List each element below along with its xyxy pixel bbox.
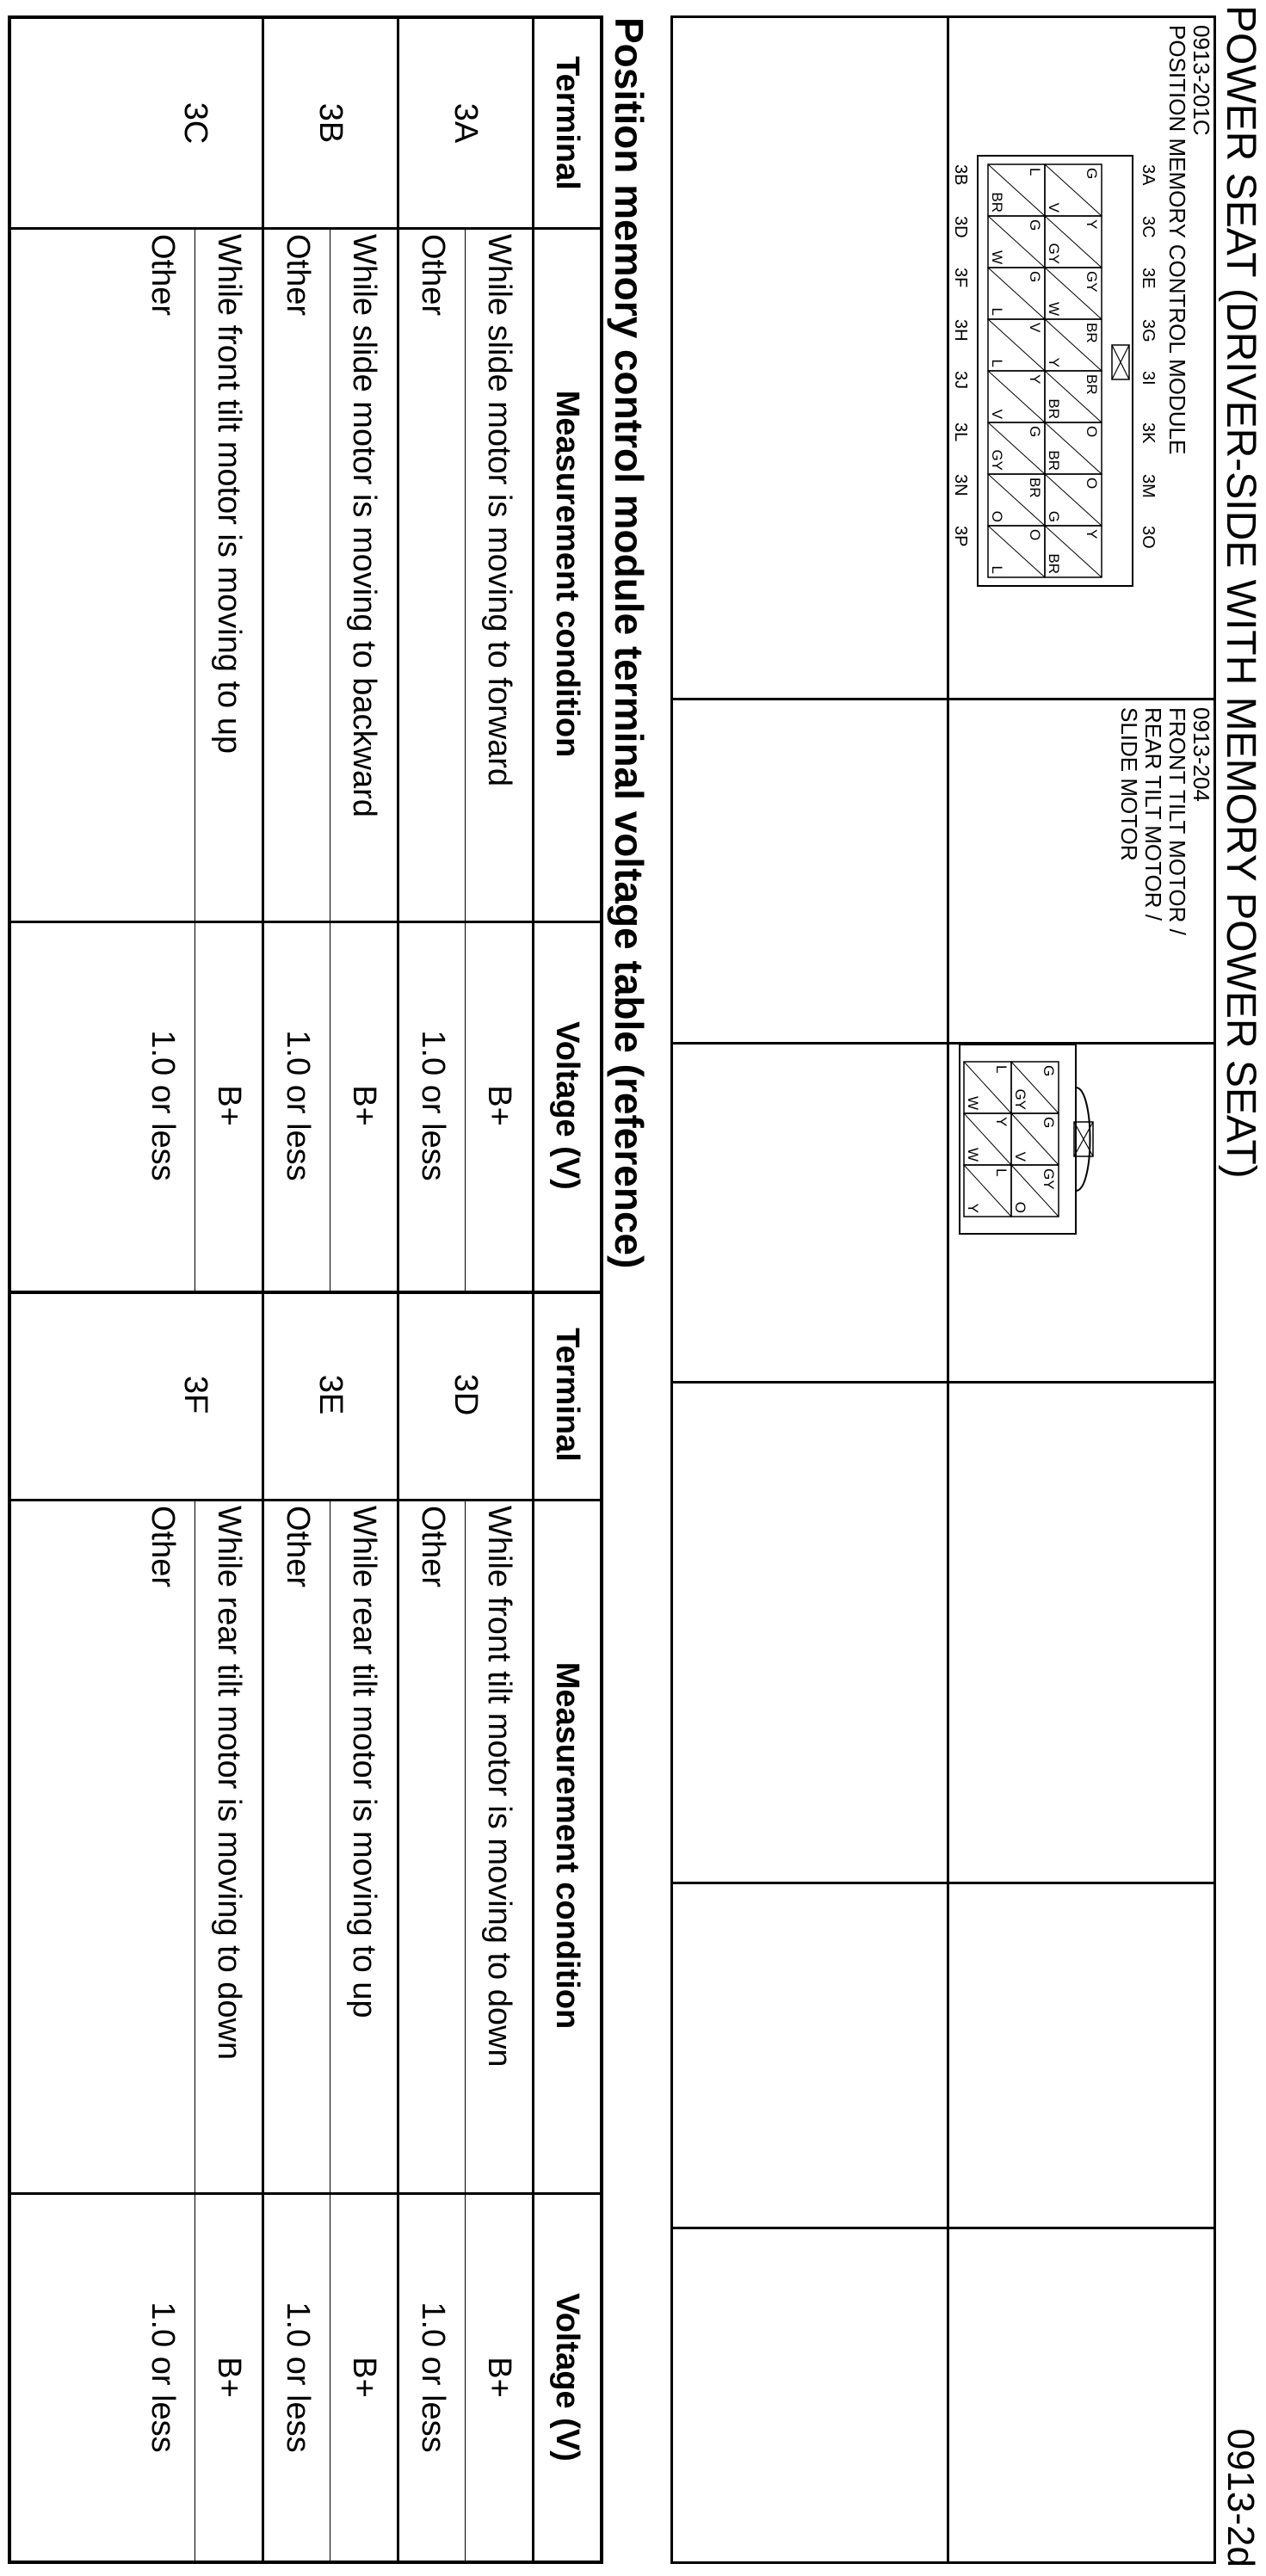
wire-color-label: G bbox=[1046, 510, 1062, 522]
page-id: 0913-2d bbox=[1220, 2428, 1262, 2567]
connector-code: 0913-201C bbox=[1189, 25, 1214, 136]
wire-color-label: G bbox=[1084, 168, 1100, 180]
voltage-table bbox=[8, 15, 603, 2564]
wire-color-label: Y bbox=[1084, 529, 1100, 539]
connector-diagram-201c bbox=[951, 147, 1162, 595]
pin-number: 3E bbox=[1139, 268, 1158, 289]
wire-color-label: W bbox=[989, 250, 1005, 264]
wire-color-label: W bbox=[1046, 301, 1062, 316]
wire-color-label: G bbox=[1041, 1117, 1057, 1129]
connector-name-line: REAR TILT MOTOR / bbox=[1140, 707, 1166, 921]
voltage-cell: B+ bbox=[211, 1085, 247, 1126]
condition-cell: While front tilt motor is moving to up bbox=[211, 234, 247, 754]
pin-number: 3L bbox=[951, 422, 970, 442]
voltage-cell: B+ bbox=[481, 1085, 517, 1126]
wire-color-label: G bbox=[1041, 1065, 1057, 1077]
condition-cell: Other bbox=[280, 1506, 316, 1588]
condition-cell: Other bbox=[415, 234, 451, 317]
voltage-cell: B+ bbox=[481, 2357, 517, 2398]
wire-color-label: L bbox=[993, 1065, 1010, 1074]
voltage-cell: B+ bbox=[346, 2357, 382, 2398]
condition-cell: While slide motor is moving to backward bbox=[346, 234, 382, 817]
row-line bbox=[262, 19, 264, 2561]
pin-number: 3A bbox=[1139, 164, 1158, 186]
wire-color-label: Y bbox=[965, 1203, 981, 1213]
wire-color-label: V bbox=[989, 409, 1005, 419]
wire-color-label: O bbox=[1012, 1201, 1028, 1213]
grid-line bbox=[673, 2227, 1214, 2229]
connector-name-line: FRONT TILT MOTOR / bbox=[1164, 707, 1190, 935]
wire-color-label: GY bbox=[989, 449, 1005, 471]
connector-diagram-204 bbox=[951, 1027, 1102, 1251]
condition-cell: Other bbox=[145, 234, 181, 317]
voltage-cell: 1.0 or less bbox=[415, 2302, 451, 2453]
wire-color-label: O bbox=[1027, 529, 1043, 541]
header-condition: Measurement condition bbox=[549, 390, 585, 758]
table-row bbox=[264, 19, 397, 2561]
connector-name: POSITION MEMORY CONTROL MODULE bbox=[1164, 25, 1190, 455]
condition-cell: While slide motor is moving to forward bbox=[481, 234, 517, 786]
connector-grid bbox=[670, 15, 1216, 2564]
condition-cell: Other bbox=[145, 1506, 181, 1588]
condition-cell: Other bbox=[280, 234, 316, 317]
wire-color-label: GY bbox=[1041, 1168, 1057, 1190]
wire-color-label: BR bbox=[1046, 450, 1062, 471]
wire-color-label: L bbox=[993, 1168, 1010, 1177]
voltage-cell: 1.0 or less bbox=[145, 2302, 181, 2453]
voltage-cell: 1.0 or less bbox=[145, 1030, 181, 1181]
terminal-cell: 3E bbox=[312, 1374, 349, 1415]
voltage-cell: 1.0 or less bbox=[280, 2302, 316, 2453]
wire-color-label: V bbox=[1046, 202, 1062, 213]
connector-name-line: SLIDE MOTOR bbox=[1116, 707, 1142, 861]
terminal-cell: 3D bbox=[448, 1373, 484, 1416]
wire-color-label: W bbox=[965, 1095, 981, 1110]
terminal-cell: 3B bbox=[312, 102, 349, 144]
wire-color-label: GY bbox=[1084, 271, 1100, 293]
pin-number: 3G bbox=[1139, 319, 1158, 342]
connector-code: 0913-204 bbox=[1189, 707, 1214, 802]
connector-cell-204 bbox=[949, 700, 1214, 1384]
pin-number: 3K bbox=[1139, 422, 1158, 444]
terminal-cell: 3F bbox=[177, 1375, 213, 1414]
wire-color-label: L bbox=[989, 565, 1005, 574]
table-row bbox=[399, 19, 532, 2561]
header-condition: Measurement condition bbox=[549, 1661, 585, 2030]
header-voltage: Voltage (V) bbox=[549, 2293, 585, 2462]
terminal-cell: 3C bbox=[177, 102, 213, 145]
wire-color-label: V bbox=[1027, 323, 1043, 333]
wire-color-label: G bbox=[1027, 271, 1043, 283]
wire-color-label: L bbox=[989, 359, 1005, 367]
wire-color-label: BR bbox=[1046, 553, 1062, 574]
page-title: POWER SEAT (DRIVER-SIDE WITH MEMORY POWER SEAT) bbox=[1218, 5, 1263, 1179]
pin-number: 3P bbox=[951, 526, 970, 547]
row-line bbox=[397, 19, 399, 2561]
wire-color-label: G bbox=[1027, 219, 1043, 231]
condition-cell: While front tilt motor is moving to down bbox=[481, 1506, 517, 2068]
wire-color-label: O bbox=[989, 510, 1005, 522]
pin-number: 3F bbox=[951, 268, 970, 288]
pin-number: 3O bbox=[1139, 526, 1158, 549]
connector-cell-201c bbox=[949, 18, 1214, 698]
connector-hood bbox=[1076, 1088, 1090, 1191]
wire-color-label: O bbox=[1084, 426, 1100, 438]
condition-cell: While rear tilt motor is moving to up bbox=[346, 1506, 382, 2018]
pin-number: 3D bbox=[951, 216, 970, 238]
header-terminal: Terminal bbox=[549, 1328, 585, 1462]
wire-color-label: GY bbox=[1012, 1088, 1028, 1110]
wire-color-label: V bbox=[1012, 1151, 1028, 1162]
wire-color-label: GY bbox=[1046, 243, 1062, 264]
pin-number: 3J bbox=[951, 371, 970, 390]
wire-color-label: BR bbox=[1027, 478, 1043, 498]
voltage-cell: B+ bbox=[211, 2357, 247, 2398]
voltage-cell: B+ bbox=[346, 1085, 382, 1126]
header-voltage: Voltage (V) bbox=[549, 1021, 585, 1190]
pin-number: 3M bbox=[1139, 474, 1158, 498]
condition-cell: Other bbox=[415, 1506, 451, 1588]
header-terminal: Terminal bbox=[549, 56, 585, 190]
voltage-cell: 1.0 or less bbox=[280, 1030, 316, 1181]
wire-color-label: Y bbox=[1027, 374, 1043, 385]
pin-number: 3B bbox=[951, 164, 970, 186]
wire-color-label: G bbox=[1027, 426, 1043, 438]
pin-number: 3I bbox=[1139, 371, 1158, 385]
wire-color-label: W bbox=[965, 1147, 981, 1162]
voltage-cell: 1.0 or less bbox=[415, 1030, 451, 1181]
voltage-table-title: Position memory control module terminal voltage table (reference) bbox=[607, 17, 652, 1269]
wire-color-label: BR bbox=[1084, 374, 1100, 395]
wire-color-label: O bbox=[1084, 478, 1100, 490]
wire-color-label: Y bbox=[993, 1117, 1010, 1127]
wire-color-label: BR bbox=[1046, 398, 1062, 419]
table-row bbox=[129, 19, 262, 2561]
pin-number: 3N bbox=[951, 474, 970, 496]
wire-color-label: L bbox=[1027, 168, 1043, 176]
wire-color-label: BR bbox=[989, 192, 1005, 213]
condition-cell: While rear tilt motor is moving to down bbox=[211, 1506, 247, 2061]
wire-color-label: Y bbox=[1046, 357, 1062, 367]
terminal-cell: 3A bbox=[448, 102, 484, 144]
wire-color-label: Y bbox=[1084, 219, 1100, 230]
grid-line bbox=[673, 1882, 1214, 1884]
wire-color-label: L bbox=[989, 307, 1005, 316]
pin-number: 3H bbox=[951, 319, 970, 342]
wire-color-label: BR bbox=[1084, 323, 1100, 343]
pin-number: 3C bbox=[1139, 216, 1158, 238]
